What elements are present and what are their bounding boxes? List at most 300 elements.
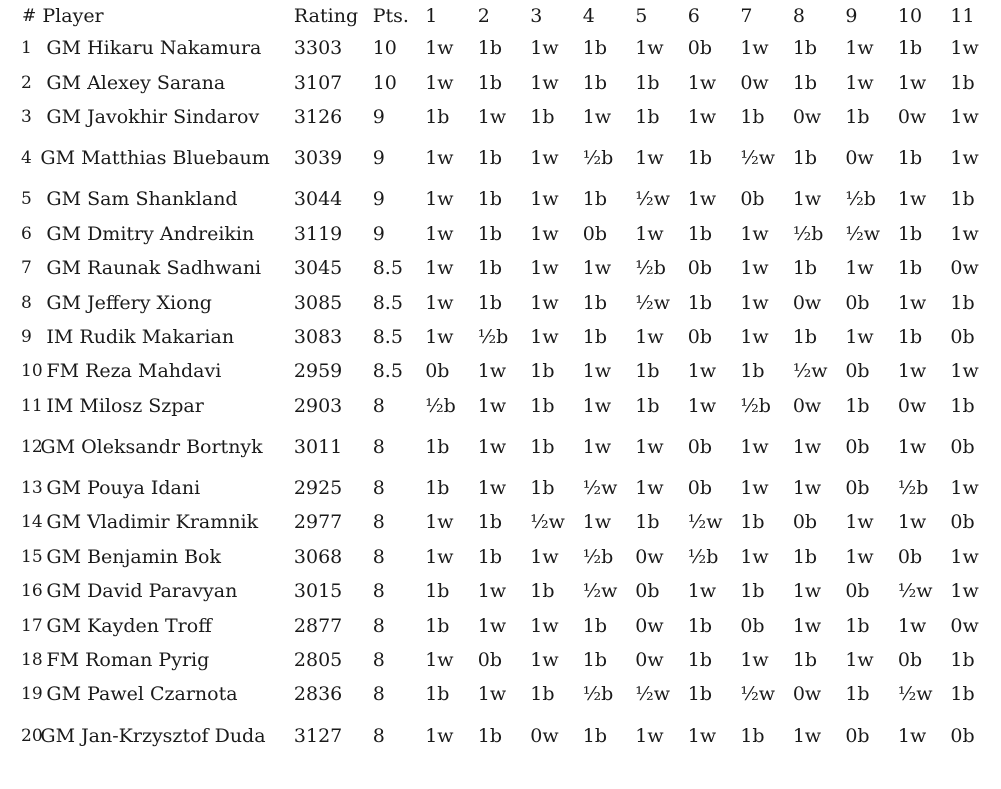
round-result-cell: 0w [792,105,822,128]
round-result-cell: 1w [950,545,979,568]
round-result-cell: 1w [687,71,717,94]
player-name[interactable]: GM David Paravyan [46,580,238,603]
round-result-cell: 0w [635,614,664,637]
round-result-cell: 1w [425,545,454,568]
table-row[interactable] [0,285,1001,319]
round-result-cell: 0w [792,683,822,706]
rating-cell: 2977 [293,511,343,534]
player-name[interactable]: IM Milosz Szpar [46,394,204,417]
round-result-cell: 1w [425,325,454,348]
points-cell: 8 [372,580,385,603]
table-row[interactable] [0,182,1001,216]
round-result-cell: 1b [740,580,765,603]
rank-cell: 5 [21,189,32,210]
points-cell: 8 [372,649,385,672]
round-result-cell: 0w [792,291,822,314]
round-result-cell: 1b [792,325,818,348]
round-result-cell: 1w [950,105,979,128]
round-result-cell: 1w [530,257,559,280]
round-result-cell: 1w [582,105,612,128]
round-result-cell: 0b [425,360,450,383]
round-result-cell: 0b [845,477,870,500]
round-result-cell: 1b [635,71,660,94]
player-name[interactable]: GM Kayden Troff [46,614,212,637]
round-result-cell: 1w [477,435,507,458]
rank-cell: 8 [21,292,32,313]
player-name[interactable]: GM Jan-Krzysztof Duda [40,724,266,747]
player-name[interactable]: GM Oleksandr Bortnyk [40,435,263,458]
round-result-cell: 1b [425,580,450,603]
round-result-cell: ½w [582,477,618,500]
round-result-cell: 1b [950,188,975,211]
round-result-cell: 0w [740,71,769,94]
round-result-cell: ½b [425,394,456,417]
round-result-cell: 1b [635,105,660,128]
round-result-cell: 1w [425,37,454,60]
round-result-cell: 1b [845,394,870,417]
round-result-cell: 1b [950,683,975,706]
round-result-cell: ½w [635,188,670,211]
round-result-cell: 1w [530,37,559,60]
round-result-cell: ½b [582,545,614,568]
round-result-cell: 1w [425,257,454,280]
round-result-cell: 1b [687,222,713,245]
round-result-cell: 1w [635,222,664,245]
table-row[interactable] [0,100,1001,134]
round-result-cell: 1b [425,105,450,128]
round-result-cell: 1b [740,105,765,128]
player-name[interactable]: GM Benjamin Bok [46,545,222,568]
round-result-cell: 1w [635,477,664,500]
round-result-cell: 1b [582,649,608,672]
round-result-cell: 1b [582,37,608,60]
round-result-cell: 1w [845,545,874,568]
player-name[interactable]: GM Sam Shankland [46,188,238,211]
rating-cell: 2959 [293,360,343,383]
rating-cell: 3015 [293,580,343,603]
table-row[interactable] [0,31,1001,65]
round-result-cell: 1w [950,147,979,170]
round-result-cell: 1w [477,683,507,706]
player-name[interactable]: GM Pouya Idani [46,477,201,500]
rank-cell: 12 [21,436,43,457]
player-name[interactable]: FM Roman Pyrig [46,649,210,672]
rating-cell: 3127 [293,724,343,747]
header-rating[interactable]: Rating [293,4,359,27]
round-result-cell: 1w [687,580,717,603]
round-result-cell: 0b [687,257,713,280]
rank-cell: 15 [21,546,43,567]
player-name[interactable]: GM Raunak Sadhwani [46,257,262,280]
round-result-cell: 1b [477,291,502,314]
round-result-cell: 1w [530,222,559,245]
player-name[interactable]: IM Rudik Makarian [46,325,235,348]
points-cell: 8.5 [372,257,403,280]
table-row[interactable] [0,217,1001,251]
header-round[interactable]: 10 [897,4,923,27]
round-result-cell: 1b [845,683,870,706]
round-result-cell: 1b [845,105,870,128]
round-result-cell: 1w [582,360,612,383]
round-result-cell: 1b [950,649,975,672]
round-result-cell: 1b [635,511,660,534]
round-result-cell: 1b [477,71,502,94]
round-result-cell: ½b [635,257,666,280]
round-result-cell: 1w [740,325,769,348]
round-result-cell: ½w [792,360,828,383]
table-row[interactable] [0,712,1001,760]
round-result-cell: 1w [897,511,927,534]
round-result-cell: 1w [845,325,874,348]
round-result-cell: 0b [950,435,975,458]
round-result-cell: ½w [687,511,723,534]
player-name[interactable]: GM Jeffery Xiong [46,291,212,314]
round-result-cell: 1w [530,325,559,348]
round-result-cell: 0b [740,614,765,637]
round-result-cell: 1w [792,580,822,603]
header-round[interactable]: 3 [530,4,543,27]
round-result-cell: 1b [582,71,608,94]
points-cell: 10 [372,37,397,60]
rank-cell: 20 [21,725,43,746]
round-result-cell: 0b [845,360,870,383]
round-result-cell: 1b [530,105,555,128]
round-result-cell: 1w [635,435,664,458]
player-name[interactable]: GM Matthias Bluebaum [40,147,270,170]
round-result-cell: 1b [477,724,502,747]
round-result-cell: 1w [950,37,979,60]
round-result-cell: 1b [477,257,502,280]
points-cell: 8.5 [372,360,403,383]
round-result-cell: 0b [845,291,870,314]
round-result-cell: 1w [635,147,664,170]
round-result-cell: 1b [740,724,765,747]
rank-cell: 7 [21,258,32,279]
points-cell: 8 [372,394,385,417]
round-result-cell: 0b [845,580,870,603]
table-row[interactable] [0,320,1001,354]
standings-body [0,31,1001,760]
header-row [0,0,1001,31]
rank-cell: 17 [21,615,43,636]
round-result-cell: 0b [950,511,975,534]
round-result-cell: ½w [740,147,775,170]
round-result-cell: 1b [950,71,975,94]
round-result-cell: 1w [425,222,454,245]
round-result-cell: 1b [582,614,608,637]
rank-cell: 1 [21,38,32,59]
round-result-cell: 0b [477,649,502,672]
rank-cell: 13 [21,478,43,499]
player-name[interactable]: GM Javokhir Sindarov [46,105,260,128]
round-result-cell: 1b [530,360,555,383]
round-result-cell: 1b [897,257,923,280]
table-row[interactable] [0,354,1001,388]
round-result-cell: ½b [582,147,614,170]
rating-cell: 3303 [293,37,343,60]
round-result-cell: ½w [530,511,565,534]
round-result-cell: 1w [792,614,822,637]
player-name[interactable]: GM Vladimir Kramnik [46,511,259,534]
header-points[interactable]: Pts. [372,4,409,27]
rank-cell: 11 [21,395,43,416]
table-row[interactable] [0,423,1001,471]
round-result-cell: 1w [530,188,559,211]
round-result-cell: 1b [792,545,818,568]
round-result-cell: 1b [897,325,923,348]
round-result-cell: 1w [740,222,769,245]
round-result-cell: 1w [635,724,664,747]
round-result-cell: ½w [897,580,933,603]
header-round[interactable]: 2 [477,4,490,27]
round-result-cell: 1w [477,394,507,417]
round-result-cell: 1b [687,683,713,706]
round-result-cell: 1w [845,71,874,94]
rank-cell: 10 [21,361,43,382]
round-result-cell: 1b [950,291,975,314]
round-result-cell: 1b [792,37,818,60]
rating-cell: 3083 [293,325,343,348]
round-result-cell: 1w [530,649,559,672]
round-result-cell: 0w [950,257,979,280]
table-row[interactable] [0,65,1001,99]
table-row[interactable] [0,251,1001,285]
round-result-cell: ½w [635,291,670,314]
rank-cell: 19 [21,684,43,705]
rank-cell: 4 [21,148,32,169]
table-row[interactable] [0,574,1001,608]
round-result-cell: 0w [792,394,822,417]
round-result-cell: 0b [897,649,923,672]
round-result-cell: 1b [635,360,660,383]
round-result-cell: 1w [582,511,612,534]
rating-cell: 3068 [293,545,343,568]
header-round[interactable]: 6 [687,4,700,27]
player-name[interactable]: GM Dmitry Andreikin [46,222,255,245]
table-row[interactable] [0,134,1001,182]
rank-cell: 2 [21,72,32,93]
round-result-cell: 1w [897,71,927,94]
points-cell: 8 [372,614,385,637]
round-result-cell: ½w [845,222,881,245]
round-result-cell: 1b [687,614,713,637]
round-result-cell: 1b [477,545,502,568]
rank-cell: 9 [21,326,32,347]
round-result-cell: ½w [740,683,775,706]
points-cell: 8 [372,724,385,747]
points-cell: 8 [372,435,385,458]
round-result-cell: 1w [792,188,822,211]
round-result-cell: 1b [740,511,765,534]
header-round[interactable]: 11 [950,4,975,27]
round-result-cell: 0w [897,105,927,128]
round-result-cell: 1w [530,71,559,94]
round-result-cell: 1b [425,683,450,706]
round-result-cell: 1w [530,545,559,568]
round-result-cell: 1w [530,291,559,314]
round-result-cell: 1w [897,188,927,211]
header-round[interactable]: 5 [635,4,648,27]
round-result-cell: 1w [897,291,927,314]
round-result-cell: 1w [687,360,717,383]
round-result-cell: 0w [897,394,927,417]
points-cell: 8.5 [372,291,403,314]
round-result-cell: ½b [897,477,929,500]
round-result-cell: 1w [740,477,769,500]
round-result-cell: 1b [530,435,555,458]
round-result-cell: 0w [635,545,664,568]
round-result-cell: 1b [897,222,923,245]
round-result-cell: 0b [845,435,870,458]
round-result-cell: 1w [477,105,507,128]
round-result-cell: 1b [477,222,502,245]
round-result-cell: 0b [635,580,660,603]
round-result-cell: 0b [582,222,608,245]
round-result-cell: 0b [950,325,975,348]
header-round[interactable]: 1 [425,4,438,27]
round-result-cell: ½b [687,545,719,568]
round-result-cell: 1w [425,291,454,314]
player-name[interactable]: GM Pawel Czarnota [46,683,238,706]
rating-cell: 2903 [293,394,343,417]
round-result-cell: 1b [792,649,818,672]
round-result-cell: 1w [792,435,822,458]
round-result-cell: 1w [897,360,927,383]
round-result-cell: 1w [845,649,874,672]
header-round[interactable]: 7 [740,4,753,27]
round-result-cell: 1b [792,71,818,94]
round-result-cell: 1w [950,580,979,603]
round-result-cell: 1b [425,435,450,458]
round-result-cell: ½w [897,683,933,706]
points-cell: 8 [372,511,385,534]
round-result-cell: 1w [845,37,874,60]
round-result-cell: 1b [950,394,975,417]
round-result-cell: 1w [582,435,612,458]
round-result-cell: ½b [740,394,771,417]
round-result-cell: 1b [740,360,765,383]
round-result-cell: 1w [740,291,769,314]
round-result-cell: 1w [950,477,979,500]
rank-cell: 6 [21,223,32,244]
round-result-cell: 1w [740,257,769,280]
round-result-cell: 1b [687,147,713,170]
round-result-cell: 0b [792,511,818,534]
round-result-cell: 1b [582,291,608,314]
rating-cell: 2805 [293,649,343,672]
points-cell: 8.5 [372,325,403,348]
table-row[interactable] [0,643,1001,677]
rating-cell: 3045 [293,257,343,280]
round-result-cell: 0b [897,545,923,568]
player-name[interactable]: GM Alexey Sarana [46,71,226,94]
round-result-cell: 1w [687,188,717,211]
points-cell: 10 [372,71,397,94]
round-result-cell: 1w [530,147,559,170]
header-round[interactable]: 4 [582,4,595,27]
round-result-cell: 1w [635,37,664,60]
table-row[interactable] [0,389,1001,423]
player-name[interactable]: FM Reza Mahdavi [46,360,222,383]
player-name[interactable]: GM Hikaru Nakamura [46,37,262,60]
round-result-cell: 1b [530,394,555,417]
round-result-cell: ½b [845,188,876,211]
round-result-cell: 1b [477,147,502,170]
round-result-cell: 1w [425,649,454,672]
round-result-cell: 1b [792,147,818,170]
round-result-cell: 1w [425,188,454,211]
rank-cell: 18 [21,650,43,671]
round-result-cell: 1w [845,511,874,534]
rank-cell: 3 [21,106,32,127]
round-result-cell: 1b [530,477,555,500]
round-result-cell: 1w [740,545,769,568]
round-result-cell: 1b [477,37,502,60]
round-result-cell: 1w [740,435,769,458]
header-round[interactable]: 8 [792,4,805,27]
header-round[interactable]: 9 [845,4,858,27]
round-result-cell: 1b [687,649,713,672]
round-result-cell: 0b [740,188,765,211]
rating-cell: 3044 [293,188,343,211]
round-result-cell: 1w [740,649,769,672]
round-result-cell: 1b [530,683,555,706]
round-result-cell: 1b [530,580,555,603]
round-result-cell: 1w [582,257,612,280]
round-result-cell: 1w [687,394,717,417]
round-result-cell: 1w [792,724,822,747]
round-result-cell: 1b [582,325,608,348]
round-result-cell: 1w [530,614,559,637]
rating-cell: 3011 [293,435,343,458]
round-result-cell: ½w [582,580,618,603]
round-result-cell: 0w [950,614,979,637]
header-rank[interactable]: # [22,5,37,26]
round-result-cell: 1b [897,37,923,60]
points-cell: 9 [372,105,385,128]
round-result-cell: 0b [687,37,713,60]
round-result-cell: ½b [792,222,824,245]
table-row[interactable] [0,540,1001,574]
round-result-cell: 1b [792,257,818,280]
round-result-cell: 1b [477,511,502,534]
round-result-cell: 1w [477,477,507,500]
points-cell: 9 [372,188,385,211]
table-row[interactable] [0,471,1001,505]
round-result-cell: 1w [425,71,454,94]
round-result-cell: 1b [845,614,870,637]
round-result-cell: 1b [635,394,660,417]
table-row[interactable] [0,608,1001,642]
round-result-cell: 1b [477,188,502,211]
round-result-cell: 0w [530,724,559,747]
round-result-cell: 1w [897,435,927,458]
table-row[interactable] [0,505,1001,539]
rating-cell: 3126 [293,105,343,128]
round-result-cell: 1b [425,477,450,500]
round-result-cell: 0b [687,435,713,458]
round-result-cell: 1w [425,724,454,747]
points-cell: 8 [372,683,385,706]
table-row[interactable] [0,677,1001,711]
round-result-cell: 0b [950,724,975,747]
round-result-cell: ½b [477,325,509,348]
rating-cell: 2925 [293,477,343,500]
header-player[interactable]: Player [42,4,104,27]
points-cell: 9 [372,147,385,170]
round-result-cell: ½w [635,683,670,706]
round-result-cell: 1b [687,291,713,314]
